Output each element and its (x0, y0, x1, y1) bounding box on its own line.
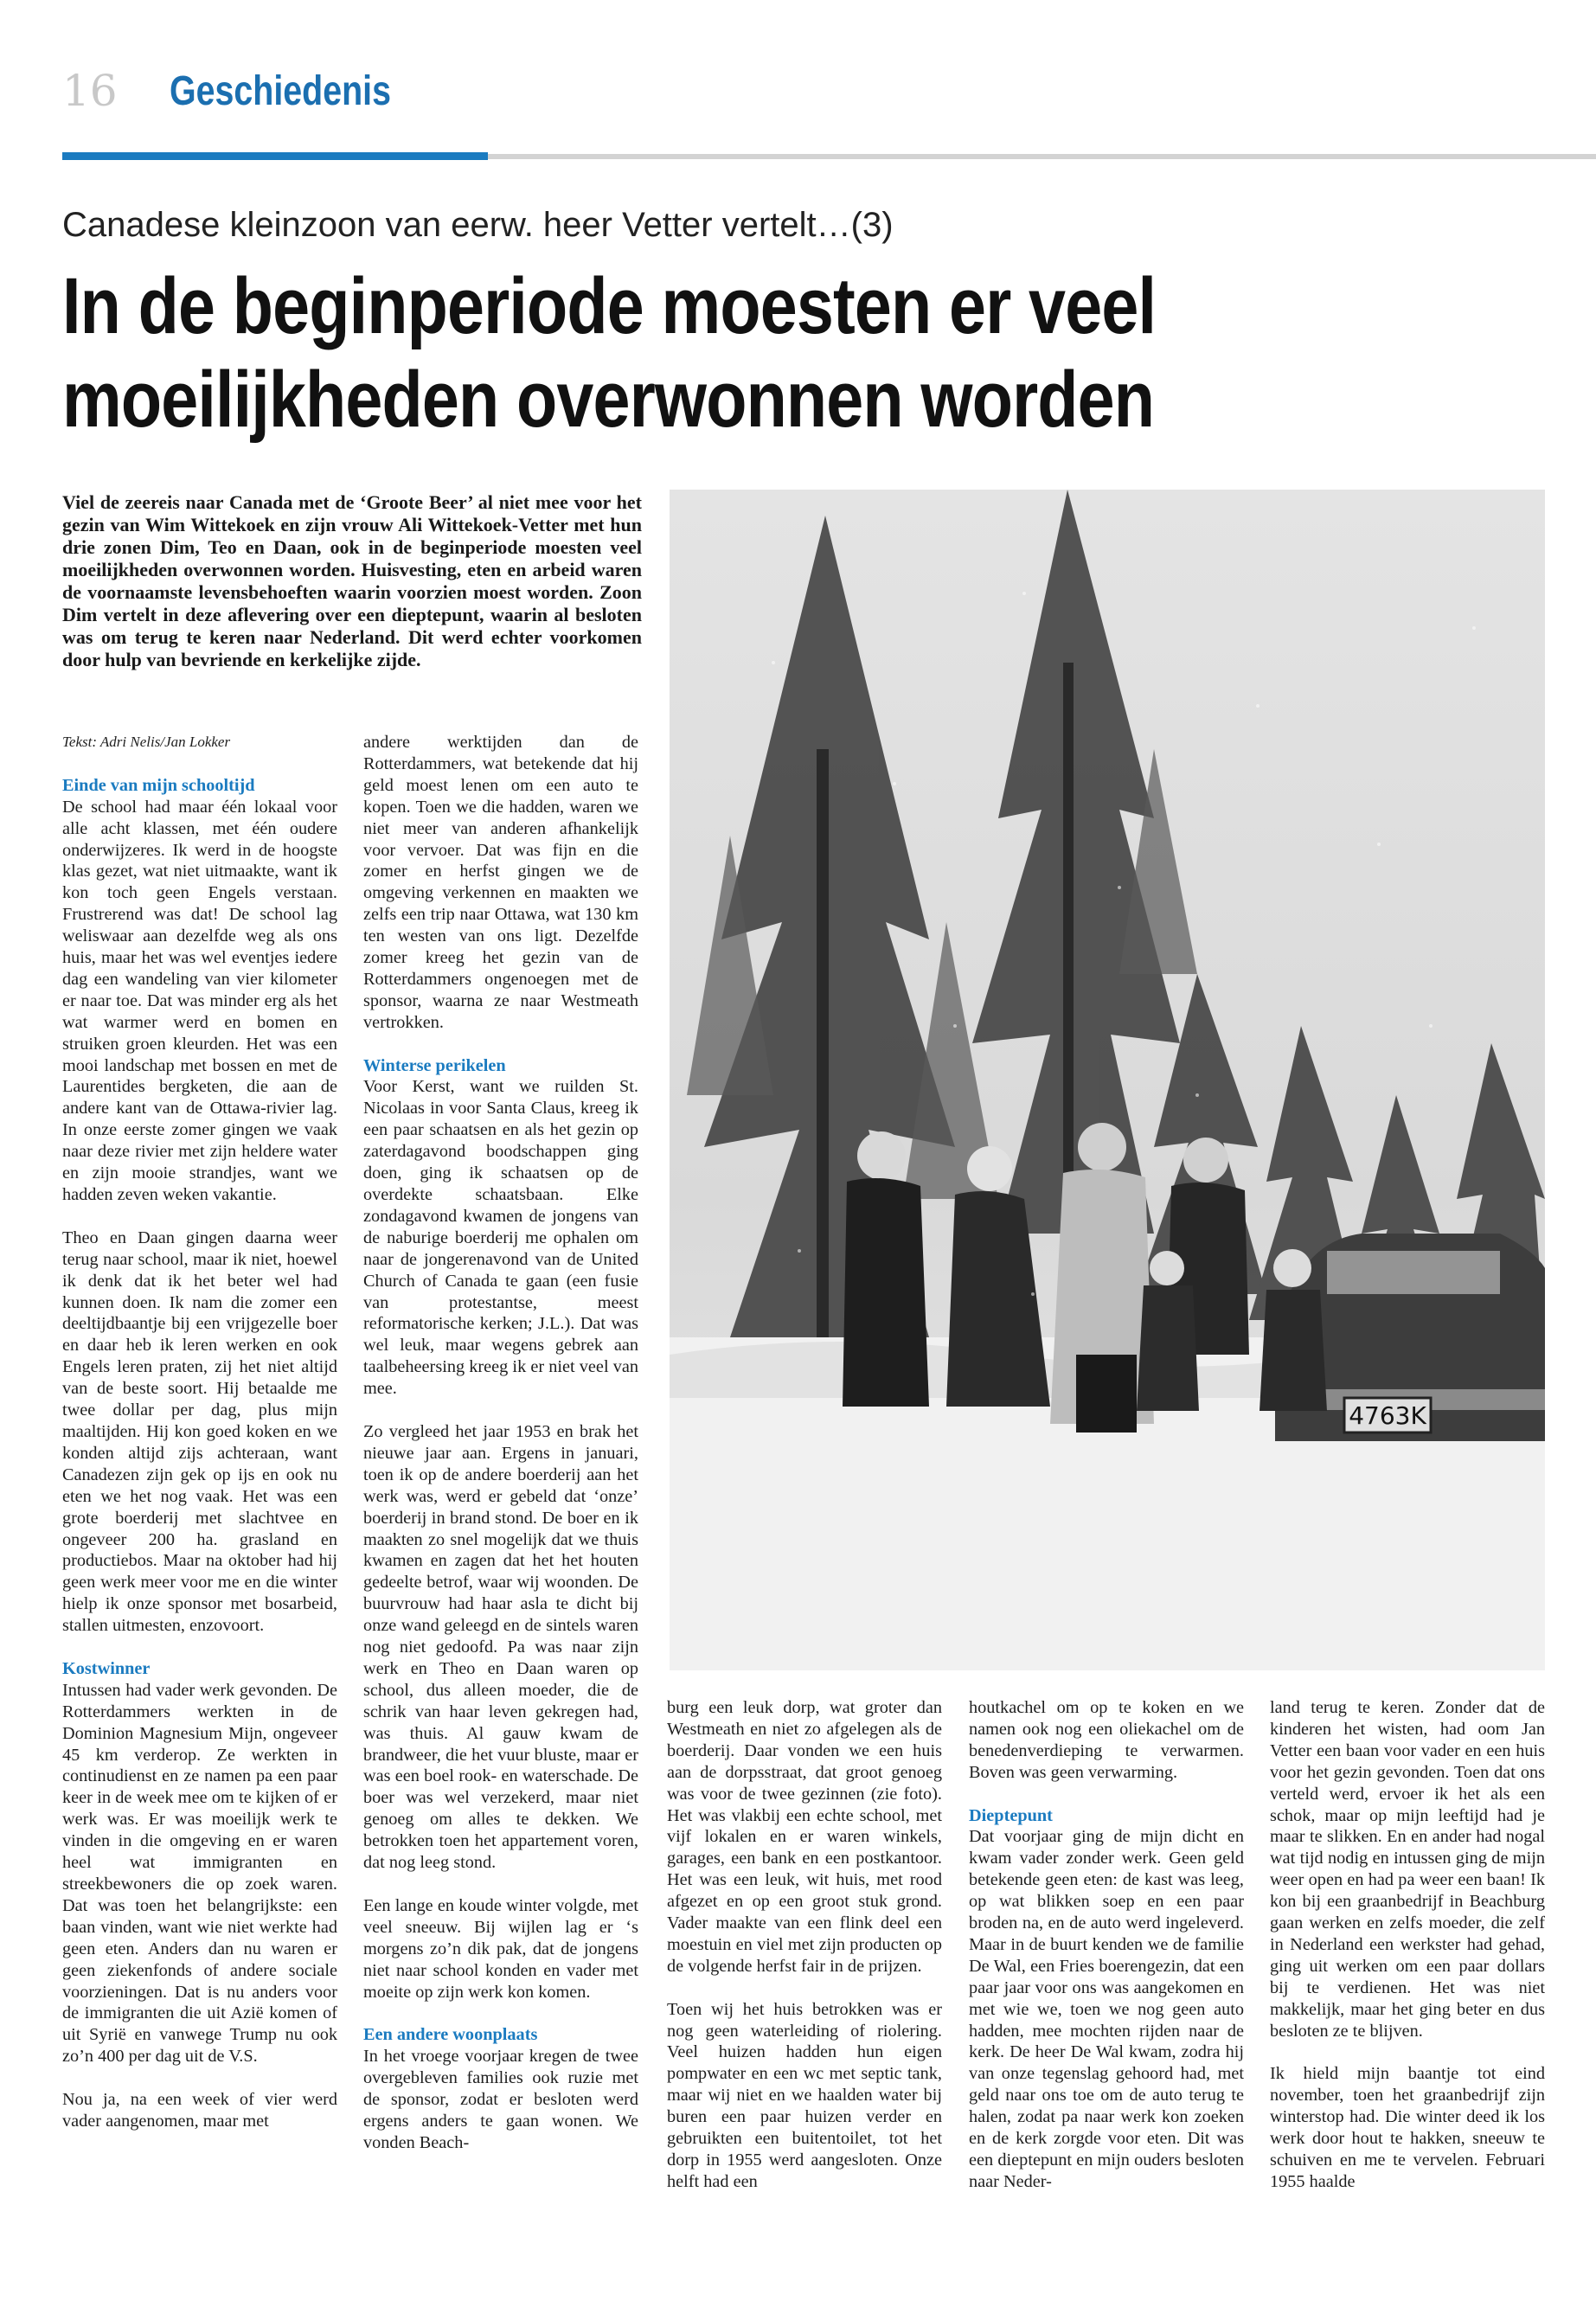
paragraph: burg een leuk dorp, wat groter dan Westmeath en niet zo afgelegen als de boerderij. Daar vonden we een huis aan de dorpsstraat, dat groot genoeg was voor de twee gezinnen (zie foto). Het was vlakbij een echte school, met vijf lokalen en er waren winkels, garages, een bank en een postkantoor. Het was een leuk, wit huis, met rood afgezet en op een groot stuk grond. Vader maakte van een flink deel een moestuin en viel met zijn producten op de volgende herfst fair in de prijzen. (667, 1698, 942, 1976)
article-column-1 (62, 732, 337, 2132)
paragraph: In het vroege voorjaar kregen de twee overgebleven families ook ruzie met de sponsor, zodat er besloten werd ergens anders te gaan wonen. We vonden Beach- (363, 2047, 638, 2152)
article-column-3 (667, 1697, 942, 2193)
paragraph: land terug te keren. Zonder dat de kinderen het wisten, had oom Jan Vetter een baan voor vader en een huis voor het gezin gevonden. Toen dat ons verteld werd, ervoer ik het als een schok, maar op mijn leeftijd had je maar te slikken. En en ander had nogal wat tijd nodig en intussen ging de mijn weer open en had pa weer een baan! Ik kon bij een graanbedrijf in Beachburg gaan werken en zelfs moeder, die zelf in Nederland een werkster had gehad, ging uit werken om een paar dollars bij te verdienen. Het was niet makkelijk, maar het ging beter en dus besloten ze te blijven. (1270, 1698, 1545, 2041)
article-column-2 (363, 732, 638, 2154)
subheading: Einde van mijn schooltijd (62, 775, 255, 795)
article-headline: In de beginperiode moesten er veel moeilijkheden overwonnen worden (62, 262, 1157, 444)
article-kicker: Canadese kleinzoon van eerw. heer Vetter vertelt…(3) (62, 206, 894, 244)
paragraph: Toen wij het huis betrokken was er nog geen waterleiding of riolering. Veel huizen hadden hun eigen pompwater en een wc met septic tank, maar wij niet en we haalden water bij buren een paar huizen verder en gebruikten een buitentoilet, tot het dorp in 1955 werd aangesloten. Onze helft had een (667, 1999, 942, 2191)
page-number: 16 (62, 66, 118, 116)
header-rule (488, 154, 1596, 159)
subheading: Een andere woonplaats (363, 2025, 538, 2045)
winter-family-photo (670, 490, 1545, 1670)
subheading: Kostwinner (62, 1658, 151, 1678)
paragraph: andere werktijden dan de Rotterdammers, wat betekende dat hij geld moest lenen om een auto te kopen. Toen we die hadden, waren we niet meer van anderen afhankelijk voor vervoer. Dat was fijn en die zomer en herfst gingen we de omgeving verkennen en maakten we zelfs een trip naar Ottawa, wat 130 km ten westen van ons ligt. Dezelfde zomer kreeg het gezin van de Rotterdammers ongenoegen met de sponsor, waarna ze naar Westmeath vertrokken. (363, 733, 638, 1032)
paragraph: Een lange en koude winter volgde, met veel sneeuw. Bij wijlen lag er ‘s morgens zo’n dik pak, dat de jongens niet naar school konden en vader met moeite op zijn werk kon komen. (363, 1895, 638, 2002)
paragraph: Dat voorjaar ging de mijn dicht en kwam vader zonder werk. Geen geld betekende geen eten: de kast was leeg, op wat blikken soep en een paar broden na, en de auto werd ingeleverd. Maar in de buurt kenden we de familie De Wal, een Fries boerengezin, dat een paar jaar voor ons was aangekomen en met wie we, toen we nog geen auto hadden, mee mochten rijden naar de kerk. De heer De Wal kwam, zodra hij van onze tegenslag gehoord had, met geld naar ons toe om de auto terug te halen, zodat pa naar werk kon zoeken en de kerk zorgde voor eten. Dit was een dieptepunt en mijn ouders besloten naar Neder- (969, 1827, 1244, 2191)
subheading: Dieptepunt (969, 1805, 1053, 1825)
article-column-4 (969, 1697, 1244, 2193)
article-photo (670, 490, 1545, 1670)
paragraph: Intussen had vader werk gevonden. De Rotterdammers werkten in de Dominion Magnesium Mijn, ongeveer 45 km verderop. Ze werkten in continudienst en ze namen pa een paar keer in de week mee om te kijken of er werk was. Er was moeilijk werk te vinden in die omgeving en er waren heel wat immigranten en streekbewoners die op zoek waren. Dat was toen het belangrijkste: een baan vinden, want wie niet werkte had geen eten. Anders dan nu waren er geen ziekenfonds of andere sociale voorzieningen. Dat is nu anders voor de immigranten die uit Azië komen of uit Syrië en vanwege Trump nu ook zo’n 400 per dag uit de V.S. (62, 1680, 337, 2067)
paragraph: Zo vergleed het jaar 1953 en brak het nieuwe jaar aan. Ergens in januari, toen ik op de andere boerderij aan het werk was, werd er gebeld dat ‘onze’ boerderij in brand stond. De boer en ik maakten zo snel mogelijk dat we thuis kwamen en zagen dat het het houten gedeelte betrof, waar wij woonden. De buurvrouw had haar asla te dicht bij onze wand geleegd en de sintels waren nog niet gedoofd. Pa was naar zijn werk en Theo en Daan waren op school, dus alleen moeder, die de schrik van haar leven gekregen had, was thuis. Al gauw kwam de brandweer, die het vuur bluste, maar er was een boel rook- en waterschade. De boer was wel verzekerd, maar niet genoeg om alles te dekken. We betrokken toen het appartement voren, dat nog leeg stond. (363, 1421, 638, 1873)
paragraph: Theo en Daan gingen daarna weer terug naar school, maar ik niet, hoewel ik denk dat ik het beter wel had kunnen doen. Ik nam die zomer een deeltijdbaantje bij een vrijgezelle boer en daar heb ik leren werken en ook Engels leren praten, zij het niet altijd van de beste soort. Hij betaalde me twee dollar per dag, plus mijn maaltijden. Hij kon goed koken en we konden altijd zijs achteraan, want Canadezen zijn gek op ijs en ook nu eten we het nog vaak. Het was een grote boerderij met slachtvee en ongeveer 200 ha. grasland en productiebos. Maar na oktober had hij geen werk meer voor me en die winter hielp ik onze sponsor met bosarbeid, stallen uitmesten, enzovoort. (62, 1227, 337, 1636)
paragraph: Nou ja, na een week of vier werd vader aangenomen, maar met (62, 2090, 337, 2131)
article-column-5 (1270, 1697, 1545, 2193)
license-plate: 4763K (1349, 1401, 1426, 1430)
article-intro: Viel de zeereis naar Canada met de ‘Groote Beer’ al niet mee voor het gezin van Wim Wittekoek en zijn vrouw Ali Wittekoek-Vetter met hun drie zonen Dim, Teo en Daan, ook in de beginperiode moesten veel moeilijkheden overwonnen worden. Huisvesting, eten en arbeid waren de voornaamste levensbehoeften waarin voorzien moest worden. Zoon Dim vertelt in deze aflevering over een dieptepunt, waarin al besloten was om terug te keren naar Nederland. Dit werd echter voorkomen door hulp van bevriende en kerkelijke zijde. (62, 491, 642, 670)
section-title: Geschiedenis (170, 68, 391, 114)
paragraph: houtkachel om op te koken en we namen ook nog een oliekachel om de benedenverdieping te verwarmen. Boven was geen verwarming. (969, 1698, 1244, 1782)
paragraph: Voor Kerst, want we ruilden St. Nicolaas in voor Santa Claus, kreeg ik een paar schaatsen en als het gezin op zaterdagavond boodschappen ging doen, ging ik schaatsen op de overdekte schaatsbaan. Elke zondagavond kwamen de jongens van de naburige boerderij me ophalen om naar de jongerenavond van de United Church of Canada te gaan (een fusie van protestantse, meest reformatorische kerken; J.L.). Dat was wel leuk, maar wegens gebrek aan taalbeheersing kreeg ik er niet veel van mee. (363, 1077, 638, 1399)
author-credit: Tekst: Adri Nelis/Jan Lokker (62, 734, 231, 750)
header-rule-accent (62, 152, 488, 160)
subheading: Winterse perikelen (363, 1055, 506, 1075)
paragraph: Ik hield mijn baantje tot eind november, toen het graanbedrijf zijn winterstop had. Die winter deed ik los werk door hout te hakken, sneeuw te schuiven en me te vervelen. Februari 1955 haalde (1270, 2064, 1545, 2191)
paragraph: De school had maar één lokaal voor alle acht klassen, met één oudere onderwijzeres. Ik werd in de hoogste klas gezet, wat niet uitmaakte, want ik kon toch geen Engels verstaan. Frustrerend was dat! De school lag weliswaar aan dezelfde weg als ons huis, maar het was wel eventjes iedere dag een wandeling van vier kilometer er naar toe. Dat was minder erg als het wat warmer werd en bomen en struiken groen kleurden. Het was een mooi landschap met bossen en met de Laurentides bergketen, die aan de andere kant van de Ottawa-rivier lag. In onze eerste zomer gingen we vaak naar deze rivier met zijn heldere water en zijn mooie strandjes, want we hadden zeven weken vakantie. (62, 797, 337, 1205)
